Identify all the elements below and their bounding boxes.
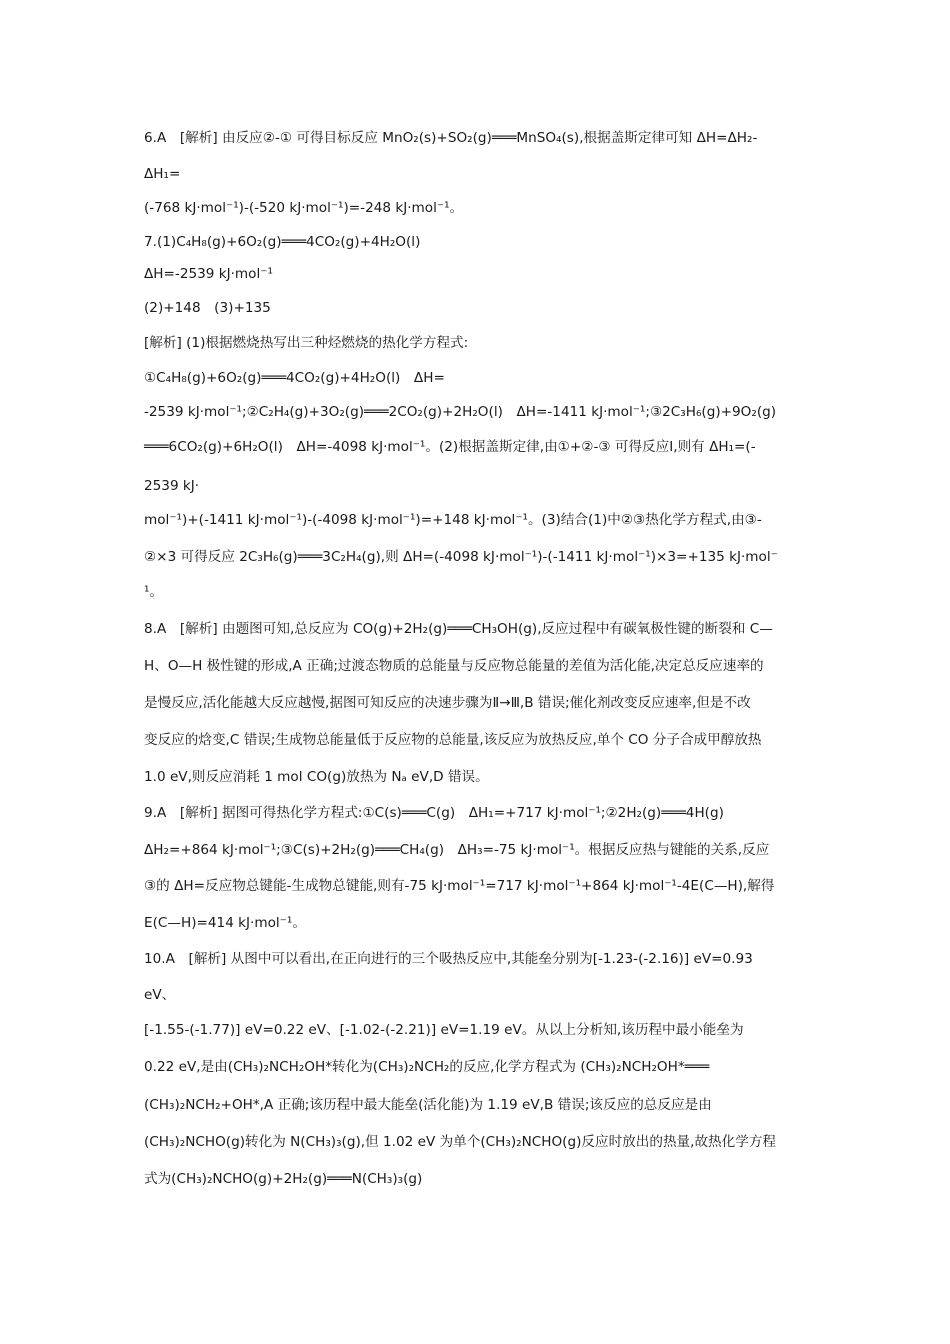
text-line: 8.A [解析] 由题图可知,总反应为 CO(g)+2H₂(g)═══CH₃OH(g),反应过程中有碳氧极性键的断裂和 C— xyxy=(144,621,773,637)
text-line: 变反应的焓变,C 错误;生成物总能量低于反应物的总能量,该反应为放热反应,单个 CO 分子合成甲醇放热 xyxy=(144,732,762,748)
text-line: (CH₃)₂NCHO(g)转化为 N(CH₃)₃(g),但 1.02 eV 为单个(CH₃)₂NCHO(g)反应时放出的热量,故热化学方程 xyxy=(144,1134,777,1150)
text-line: 9.A [解析] 据图可得热化学方程式:①C(s)═══C(g) ΔH₁=+717 kJ·mol⁻¹;②2H₂(g)═══4H(g) xyxy=(144,805,724,821)
text-line: (-768 kJ·mol⁻¹)-(-520 kJ·mol⁻¹)=-248 kJ·mol⁻¹。 xyxy=(144,200,464,216)
text-line: E(C—H)=414 kJ·mol⁻¹。 xyxy=(144,915,306,931)
text-line: -2539 kJ·mol⁻¹;②C₂H₄(g)+3O₂(g)═══2CO₂(g)+2H₂O(l) ΔH=-1411 kJ·mol⁻¹;③2C₃H₆(g)+9O₂(g) xyxy=(144,404,777,420)
text-line: eV、 xyxy=(144,987,176,1003)
text-line: (CH₃)₂NCH₂+OH*,A 正确;该历程中最大能垒(活化能)为 1.19 eV,B 错误;该反应的总反应是由 xyxy=(144,1097,712,1113)
text-line: [解析] (1)根据燃烧热写出三种烃燃烧的热化学方程式: xyxy=(144,335,469,351)
text-line: ΔH₁= xyxy=(144,166,181,182)
text-line: [-1.55-(-1.77)] eV=0.22 eV、[-1.02-(-2.21)] eV=1.19 eV。从以上分析知,该历程中最小能垒为 xyxy=(144,1022,744,1038)
text-line: ¹。 xyxy=(144,584,164,600)
text-line: H、O—H 极性键的形成,A 正确;过渡态物质的总能量与反应物总能量的差值为活化能,决定总反应速率的 xyxy=(144,658,764,674)
text-line: (2)+148 (3)+135 xyxy=(144,300,271,316)
text-line: 7.(1)C₄H₈(g)+6O₂(g)═══4CO₂(g)+4H₂O(l) xyxy=(144,234,421,250)
text-line: ΔH=-2539 kJ·mol⁻¹ xyxy=(144,266,273,282)
text-line: 6.A [解析] 由反应②-① 可得目标反应 MnO₂(s)+SO₂(g)═══MnSO₄(s),根据盖斯定律可知 ΔH=ΔH₂- xyxy=(144,130,758,146)
text-line: 式为(CH₃)₂NCHO(g)+2H₂(g)═══N(CH₃)₃(g) xyxy=(144,1171,423,1187)
text-line: 2539 kJ· xyxy=(144,478,200,494)
text-line: ②×3 可得反应 2C₃H₆(g)═══3C₂H₄(g),则 ΔH=(-4098 kJ·mol⁻¹)-(-1411 kJ·mol⁻¹)×3=+135 kJ·mol⁻ xyxy=(144,549,778,565)
text-line: ①C₄H₈(g)+6O₂(g)═══4CO₂(g)+4H₂O(l) ΔH= xyxy=(144,370,445,386)
text-line: ═══6CO₂(g)+6H₂O(l) ΔH=-4098 kJ·mol⁻¹。(2)根据盖斯定律,由①+②-③ 可得反应Ⅰ,则有 ΔH₁=(- xyxy=(144,439,756,455)
text-line: 0.22 eV,是由(CH₃)₂NCH₂OH*转化为(CH₃)₂NCH₂的反应,化学方程式为 (CH₃)₂NCH₂OH*═══ xyxy=(144,1059,710,1075)
text-line: ΔH₂=+864 kJ·mol⁻¹;③C(s)+2H₂(g)═══CH₄(g) ΔH₃=-75 kJ·mol⁻¹。根据反应热与键能的关系,反应 xyxy=(144,842,770,858)
text-line: 是慢反应,活化能越大反应越慢,据图可知反应的决速步骤为Ⅱ→Ⅲ,B 错误;催化剂改变反应速率,但是不改 xyxy=(144,695,751,711)
text-line: 10.A [解析] 从图中可以看出,在正向进行的三个吸热反应中,其能垒分别为[-1.23-(-2.16)] eV=0.93 xyxy=(144,951,753,967)
text-line: 1.0 eV,则反应消耗 1 mol CO(g)放热为 Nₐ eV,D 错误。 xyxy=(144,769,489,785)
text-line: ③的 ΔH=反应物总键能-生成物总键能,则有-75 kJ·mol⁻¹=717 kJ·mol⁻¹+864 kJ·mol⁻¹-4E(C—H),解得 xyxy=(144,878,775,894)
text-line: mol⁻¹)+(-1411 kJ·mol⁻¹)-(-4098 kJ·mol⁻¹)=+148 kJ·mol⁻¹。(3)结合(1)中②③热化学方程式,由③- xyxy=(144,512,762,528)
